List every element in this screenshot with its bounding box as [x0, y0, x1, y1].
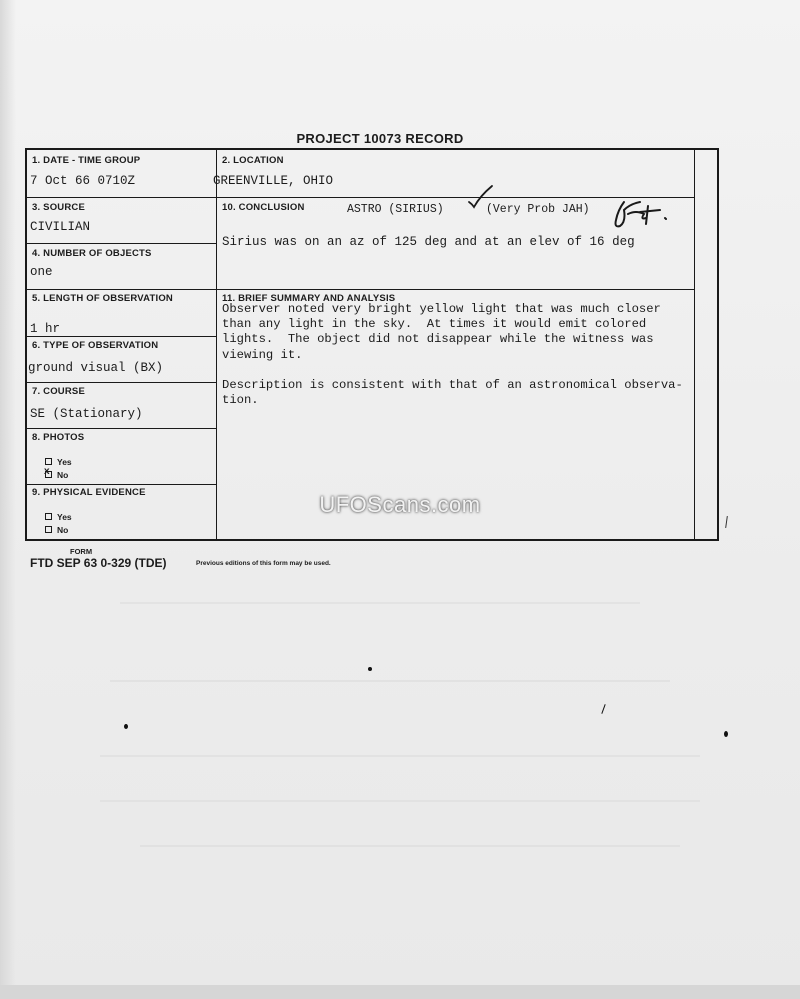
handwritten-initials-signature — [610, 196, 672, 232]
evidence-no-checkbox — [45, 526, 52, 533]
summary-paragraph-1: Observer noted very bright yellow light that was much closer than any light in the sky. At times it would emit colored lights. The object did not disappear while the witness was viewing it. — [222, 302, 661, 362]
evidence-no-option — [45, 525, 68, 535]
conclusion-detail: Sirius was on an az of 125 deg and at an elev of 16 deg — [222, 235, 635, 249]
photos-yes-checkbox — [45, 458, 52, 465]
evidence-yes-label: Yes — [57, 512, 72, 522]
location-label: 2. LOCATION — [222, 155, 284, 166]
evidence-no-label: No — [57, 525, 69, 535]
conclusion-qualifier: (Very Prob JAH) — [486, 203, 590, 216]
footer-form-word: FORM — [70, 547, 93, 556]
conclusion-label: 10. CONCLUSION — [222, 202, 305, 213]
location-value: GREENVILLE, OHIO — [213, 174, 334, 188]
course-value: SE (Stationary) — [30, 407, 143, 421]
footer-note: Previous editions of this form may be used. — [196, 560, 331, 567]
bleed-through-line — [110, 680, 670, 682]
course-label: 7. COURSE — [32, 386, 86, 397]
scan-speck — [368, 667, 372, 671]
summary-label: 11. BRIEF SUMMARY AND ANALYSIS — [222, 293, 396, 304]
type-label: 6. TYPE OF OBSERVATION — [32, 340, 159, 351]
bleed-through-line — [100, 755, 700, 757]
num-objects-label: 4. NUMBER OF OBJECTS — [32, 248, 152, 259]
num-objects-value: one — [30, 265, 53, 279]
record-title: PROJECT 10073 RECORD — [296, 131, 464, 146]
type-value: ground visual (BX) — [28, 361, 164, 375]
row-divider — [27, 336, 216, 337]
evidence-label: 9. PHYSICAL EVIDENCE — [32, 487, 146, 498]
photos-yes-label: Yes — [57, 457, 72, 467]
date-time-label: 1. DATE - TIME GROUP — [32, 155, 141, 166]
conclusion-value: ASTRO (SIRIUS) — [347, 203, 444, 216]
scan-bottom-strip — [0, 985, 800, 999]
handwritten-check-mark — [466, 184, 494, 210]
bleed-through-line — [120, 602, 640, 604]
date-time-value: 7 Oct 66 0710Z — [30, 174, 136, 188]
footer-form-id: FTD SEP 63 0-329 (TDE) — [30, 556, 167, 570]
photos-no-label: No — [57, 470, 69, 480]
row-divider — [27, 289, 694, 290]
summary-paragraph-2: Description is consistent with that of an astronomical observa- tion. — [222, 377, 683, 408]
row-divider — [27, 382, 216, 383]
photos-label: 8. PHOTOS — [32, 432, 85, 443]
length-value: 1 hr — [30, 322, 61, 336]
row-divider — [27, 484, 216, 485]
column-divider — [216, 150, 217, 539]
source-label: 3. SOURCE — [32, 202, 86, 213]
row-divider — [27, 197, 694, 198]
row-divider — [27, 243, 216, 244]
right-border — [694, 150, 695, 539]
scan-speck — [724, 731, 728, 737]
row-divider — [27, 428, 216, 429]
source-value: CIVILIAN — [30, 220, 91, 234]
summary-text — [222, 302, 692, 423]
watermark: UFOScans.com — [319, 492, 481, 517]
photos-no-option — [45, 470, 68, 480]
bleed-through-line — [140, 845, 680, 847]
scan-speck — [124, 724, 128, 729]
bleed-through-line — [100, 800, 700, 802]
length-label: 5. LENGTH OF OBSERVATION — [32, 293, 173, 304]
photos-no-checkbox-checked — [45, 471, 52, 478]
